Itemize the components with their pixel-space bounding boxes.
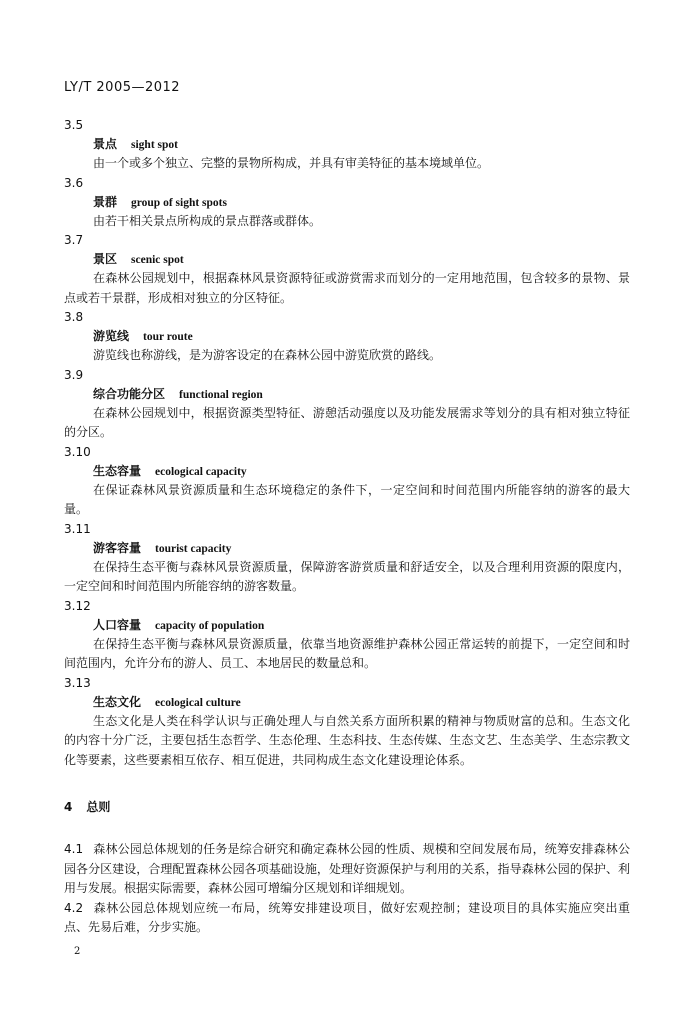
clause [64, 899, 630, 938]
section-title: 总则 [86, 800, 111, 814]
term-definition: 在保持生态平衡与森林风景资源质量，依靠当地资源维护森林公园正常运转的前提下，一定空间和时间范围内，允许分布的游人、员工、本地居民的数量总和。 [64, 636, 630, 670]
term-definition: 生态文化是人类在科学认识与正确处理人与自然关系方面所积累的精神与物质财富的总和。生态文化的内容十分广泛，主要包括生态哲学、生态伦理、生态科技、生态传媒、生态文艺、生态美学、生态宗教文化等要素，这些要素相互依存、相互促进，共同构成生态文化建设理论体系。 [64, 713, 630, 767]
term-entry [64, 366, 630, 443]
page-number: 2 [74, 946, 81, 957]
term-entry [64, 674, 630, 771]
term-heading [93, 192, 630, 212]
term-chinese: 游客容量 [93, 540, 142, 555]
term-entry [64, 231, 630, 308]
term-english: capacity of population [155, 619, 265, 632]
term-english: group of sight spots [131, 196, 227, 209]
terms-list [64, 116, 630, 770]
term-heading [93, 615, 630, 635]
term-number: 3.7 [64, 233, 84, 247]
term-entry [64, 520, 630, 597]
term-chinese: 人口容量 [93, 617, 142, 632]
term-english: ecological capacity [155, 465, 247, 478]
term-number: 3.6 [64, 175, 84, 190]
term-definition: 在保持生态平衡与森林风景资源质量，保障游客游赏质量和舒适安全，以及合理利用资源的限度内，一定空间和时间范围内所能容纳的游客数量。 [64, 559, 630, 593]
clause-number: 4.2 [64, 900, 84, 915]
term-heading [93, 249, 630, 269]
term-definition: 由若干相关景点所构成的景点群落或群体。 [93, 213, 322, 228]
term-entry [64, 174, 630, 232]
section-heading [64, 798, 630, 816]
clause-text: 森林公园总体规划应统一布局，统筹安排建设项目，做好宏观控制；建设项目的具体实施应突出重点、先易后难，分步实施。 [64, 900, 630, 934]
term-definition: 在森林公园规划中，根据资源类型特征、游憩活动强度以及功能发展需求等划分的具有相对独立特征的分区。 [64, 405, 630, 439]
term-number: 3.12 [64, 598, 91, 613]
term-heading [93, 134, 630, 154]
term-number: 3.13 [64, 675, 91, 690]
term-chinese: 综合功能分区 [93, 386, 166, 401]
term-chinese: 景区 [93, 252, 118, 266]
clause [64, 840, 630, 899]
clause-text: 森林公园总体规划的任务是综合研究和确定森林公园的性质、规模和空间发展布局，统筹安排森林公园各分区建设，合理配置森林公园各项基础设施，处理好资源保护与利用的关系，指导森林公园的保护、利用与发展。根据实际需要，森林公园可增编分区规划和详细规划。 [64, 842, 630, 895]
term-english: tourist capacity [155, 542, 232, 555]
term-entry [64, 597, 630, 674]
term-english: functional region [179, 388, 263, 401]
term-heading [93, 384, 630, 404]
term-heading [93, 692, 630, 712]
term-definition: 由一个或多个独立、完整的景物所构成，并具有审美特征的基本境域单位。 [93, 156, 490, 170]
term-english: ecological culture [155, 696, 241, 709]
term-number: 3.11 [64, 521, 91, 536]
term-entry [64, 443, 630, 520]
term-heading [93, 326, 630, 346]
term-chinese: 生态容量 [93, 463, 142, 478]
term-english: scenic spot [131, 254, 184, 266]
term-chinese: 景群 [93, 194, 118, 209]
term-chinese: 生态文化 [93, 694, 142, 709]
term-entry [64, 116, 630, 174]
term-entry [64, 308, 630, 366]
term-english: sight spot [131, 139, 178, 151]
term-heading [93, 538, 630, 558]
term-definition: 在森林公园规划中，根据森林风景资源特征或游赏需求而划分的一定用地范围，包含较多的景物、景点或若干景群，形成相对独立的分区特征。 [64, 271, 630, 305]
section-number: 4 [64, 800, 73, 814]
term-number: 3.10 [64, 444, 91, 459]
document-body [64, 116, 630, 938]
standard-code-header: LY/T 2005—2012 [64, 80, 181, 95]
term-chinese: 景点 [93, 137, 118, 151]
term-definition: 在保证森林风景资源质量和生态环境稳定的条件下，一定空间和时间范围内所能容纳的游客的最大量。 [64, 482, 630, 516]
term-number: 3.5 [64, 118, 84, 132]
clause-number: 4.1 [64, 842, 84, 856]
term-number: 3.8 [64, 310, 84, 324]
term-definition: 游览线也称游线，是为游客设定的在森林公园中游览欣赏的路线。 [93, 348, 442, 362]
term-english: tour route [143, 331, 193, 343]
term-chinese: 游览线 [93, 329, 130, 343]
term-number: 3.9 [64, 367, 84, 382]
term-heading [93, 461, 630, 481]
